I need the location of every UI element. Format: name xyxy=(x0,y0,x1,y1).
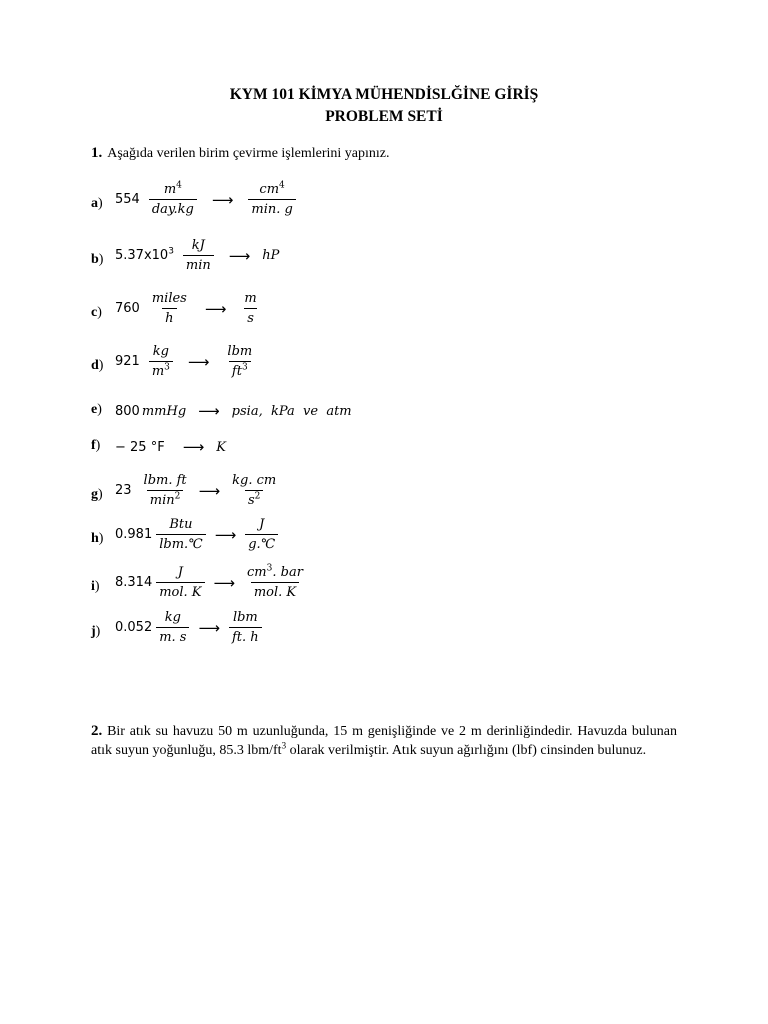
to-unit-fraction xyxy=(229,610,262,645)
to-numerator: cm xyxy=(247,565,267,580)
item-label: a xyxy=(91,196,98,211)
item-value: 921 xyxy=(115,354,140,369)
item-paren: ) xyxy=(97,305,102,320)
to-unit: hP xyxy=(262,248,280,263)
from-denominator: min xyxy=(183,255,214,273)
from-numerator: kg xyxy=(164,610,181,625)
from-numerator: Btu xyxy=(169,517,193,532)
exponent: 3 xyxy=(168,246,174,257)
arrow-icon: ⟶ xyxy=(211,190,234,209)
question-2-number: 2. xyxy=(91,723,103,739)
item-paren: ) xyxy=(97,402,102,417)
item-label: i xyxy=(91,579,95,594)
to-denominator: g.℃ xyxy=(245,534,278,552)
from-numerator: miles xyxy=(151,291,187,306)
to-denominator: min. g xyxy=(248,199,295,217)
arrow-icon: ⟶ xyxy=(213,573,236,592)
item-label: h xyxy=(91,531,99,546)
item-label: f xyxy=(91,438,96,453)
to-denominator: mol. K xyxy=(251,582,299,600)
to-unit: K xyxy=(216,439,226,455)
from-numerator: kg xyxy=(152,344,169,359)
from-unit-fraction xyxy=(183,238,214,273)
item-paren: ) xyxy=(98,487,103,502)
item-value: 23 xyxy=(115,483,132,498)
question-2 xyxy=(91,722,677,760)
arrow-icon: ⟶ xyxy=(198,402,220,420)
item-label: e xyxy=(91,402,98,417)
item-paren: ) xyxy=(98,252,104,267)
exponent: 3 xyxy=(266,563,273,574)
to-unit-fraction xyxy=(224,344,255,379)
arrow-icon: ⟶ xyxy=(187,352,210,371)
to-unit-fraction xyxy=(248,182,295,217)
from-numerator: J xyxy=(177,565,183,580)
exponent: 3 xyxy=(164,362,170,373)
question-2-text-cont: olarak verilmiştir. Atık suyun ağırlığını (lbf) cinsinden bulunuz. xyxy=(286,743,647,758)
from-numerator: lbm. ft xyxy=(143,473,187,488)
item-label: b xyxy=(91,252,99,267)
document-title: KYM 101 KİMYA MÜHENDİSLĞİNE GİRİŞ xyxy=(229,86,539,103)
item-value: − 25 °F xyxy=(115,439,165,455)
to-unit-fraction xyxy=(229,473,279,508)
arrow-icon: ⟶ xyxy=(228,246,251,265)
item-value: 0.981 xyxy=(115,527,153,542)
from-denominator: min xyxy=(149,493,175,508)
item-label: j xyxy=(91,624,96,639)
item-label: d xyxy=(91,358,99,373)
to-numerator: cm xyxy=(259,182,280,197)
arrow-icon: ⟶ xyxy=(198,481,221,500)
from-numerator: kJ xyxy=(191,238,205,253)
to-numerator: m xyxy=(244,291,257,306)
exponent: 3 xyxy=(281,740,287,751)
item-label: g xyxy=(91,487,98,502)
arrow-icon: ⟶ xyxy=(204,299,227,318)
item-paren: ) xyxy=(95,624,101,639)
from-unit-fraction xyxy=(141,473,190,508)
item-value: 0.052 xyxy=(115,620,153,635)
from-unit-fraction xyxy=(156,565,204,600)
question-1-text: Aşağıda verilen birim çevirme işlemlerini yapınız. xyxy=(107,146,390,161)
from-unit-fraction xyxy=(149,291,190,326)
from-denominator: mol. K xyxy=(156,582,204,600)
to-unit-fraction xyxy=(241,291,259,326)
item-label: c xyxy=(91,305,98,320)
item-paren: ) xyxy=(98,196,103,211)
to-denominator: ft xyxy=(231,364,242,379)
item-value: 800 xyxy=(115,403,140,419)
question-1-number: 1. xyxy=(91,145,103,161)
to-denominator: ft. h xyxy=(229,627,262,645)
from-denominator: day.kg xyxy=(149,199,197,217)
from-unit-fraction xyxy=(149,182,197,217)
item-paren: ) xyxy=(95,438,101,453)
from-unit-fraction xyxy=(156,610,189,645)
to-denominator: s xyxy=(248,493,255,508)
exponent: 2 xyxy=(254,491,261,502)
exponent: 4 xyxy=(279,180,285,191)
to-numerator: J xyxy=(259,517,265,532)
to-numerator: lbm xyxy=(227,344,253,359)
exponent: 4 xyxy=(176,180,182,191)
from-denominator: m xyxy=(151,364,165,379)
from-denominator: lbm.℃ xyxy=(156,534,205,552)
to-unit-fraction xyxy=(244,565,306,600)
item-value: 8.314 xyxy=(115,575,153,590)
to-units: psia, kPa ve atm xyxy=(231,403,352,419)
to-numerator: kg. cm xyxy=(232,473,277,488)
item-paren: ) xyxy=(98,531,104,546)
question-2-text: Bir atık su havuzu 50 m uzunluğunda, 15 m genişliğinde ve 2 m derinliğindedir. Havuzda bulunan atık suyun yoğunluğu, 85.3 lbm/ft xyxy=(91,724,677,758)
to-unit-fraction xyxy=(245,517,278,552)
item-value xyxy=(115,248,174,263)
to-numerator-tail: . bar xyxy=(272,565,303,580)
exponent: 3 xyxy=(241,362,248,373)
arrow-icon: ⟶ xyxy=(182,438,205,456)
from-denominator: m. s xyxy=(156,627,189,645)
exponent: 2 xyxy=(174,491,181,502)
document-subtitle: PROBLEM SETİ xyxy=(325,108,443,125)
item-value: 760 xyxy=(115,301,140,316)
value-base: 5.37x10 xyxy=(115,248,169,263)
question-1 xyxy=(91,145,390,162)
from-unit: mmHg xyxy=(141,403,187,419)
from-numerator: m xyxy=(163,182,177,197)
item-value: 554 xyxy=(115,192,140,207)
to-numerator: lbm xyxy=(232,610,258,625)
from-denominator: h xyxy=(162,308,176,326)
arrow-icon: ⟶ xyxy=(214,525,237,544)
from-unit-fraction xyxy=(149,344,173,379)
arrow-icon: ⟶ xyxy=(198,618,220,637)
from-unit-fraction xyxy=(156,517,205,552)
item-paren: ) xyxy=(98,358,104,373)
item-paren: ) xyxy=(94,579,100,594)
to-denominator: s xyxy=(244,308,257,326)
